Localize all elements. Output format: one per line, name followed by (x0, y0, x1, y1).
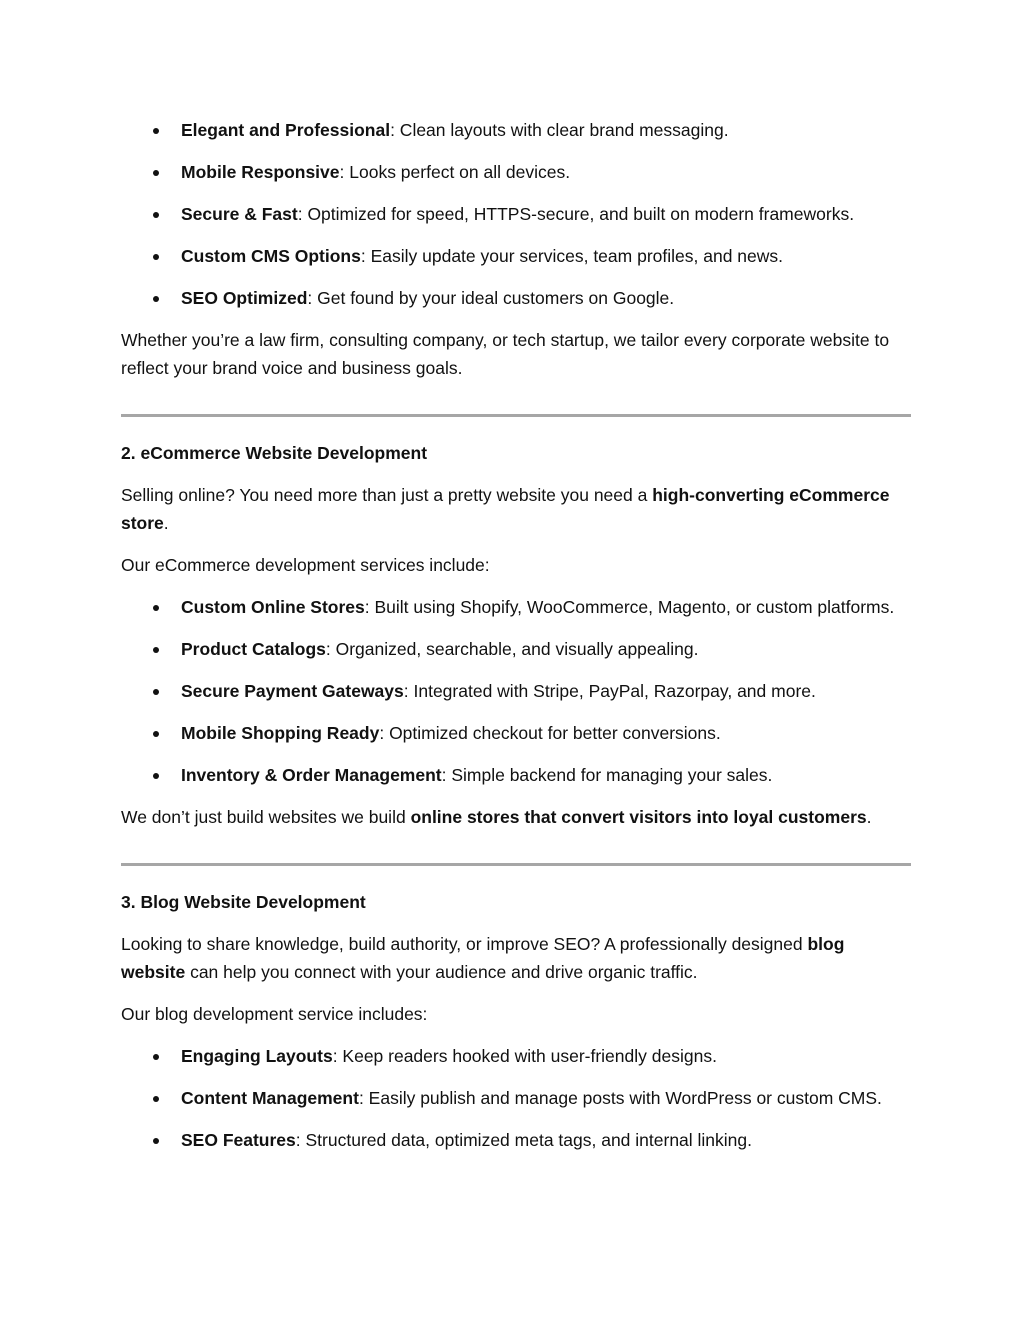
feature-term: Secure Payment Gateways (181, 681, 404, 701)
section-divider (121, 414, 911, 417)
closing-bold-text: online stores that convert visitors into loyal customers (410, 807, 867, 827)
list-item (121, 158, 911, 186)
feature-term: Engaging Layouts (181, 1046, 333, 1066)
ecommerce-heading: 2. eCommerce Website Development (121, 443, 428, 463)
ecommerce-intro-paragraph (121, 481, 911, 537)
list-item (121, 116, 911, 144)
list-item (121, 719, 911, 747)
list-item (121, 761, 911, 789)
feature-term: Inventory & Order Management (181, 765, 442, 785)
list-item (121, 284, 911, 312)
corporate-features-list (121, 116, 911, 312)
list-item (121, 1126, 911, 1154)
list-item (121, 200, 911, 228)
feature-term: SEO Features (181, 1130, 296, 1150)
feature-desc: : Integrated with Stripe, PayPal, Razorpay, and more. (403, 681, 816, 701)
ecommerce-closing-paragraph (121, 803, 911, 831)
feature-desc: : Optimized for speed, HTTPS-secure, and built on modern frameworks. (297, 204, 855, 224)
feature-term: Product Catalogs (181, 639, 326, 659)
closing-text: We don’t just build websites we build (121, 807, 411, 827)
list-item (121, 677, 911, 705)
feature-desc: : Built using Shopify, WooCommerce, Magento, or custom platforms. (364, 597, 895, 617)
feature-desc: : Simple backend for managing your sales. (441, 765, 773, 785)
feature-desc: : Easily publish and manage posts with WordPress or custom CMS. (358, 1088, 882, 1108)
intro-end-text: can help you connect with your audience and drive organic traffic. (185, 962, 698, 982)
closing-end-text: . (866, 807, 872, 827)
feature-desc: : Structured data, optimized meta tags, and internal linking. (295, 1130, 753, 1150)
list-item (121, 593, 911, 621)
intro-end-text: . (163, 513, 169, 533)
feature-desc: : Get found by your ideal customers on Google. (307, 288, 675, 308)
blog-features-list (121, 1042, 911, 1154)
feature-term: Elegant and Professional (181, 120, 391, 140)
intro-bold-text: blog website (121, 934, 845, 982)
feature-term: Custom Online Stores (181, 597, 365, 617)
ecommerce-lead-paragraph: Our eCommerce development services include: (121, 555, 490, 575)
list-item (121, 1084, 911, 1112)
intro-bold-text: high-converting eCommerce store (121, 485, 890, 533)
feature-term: Mobile Shopping Ready (181, 723, 380, 743)
feature-term: SEO Optimized (181, 288, 308, 308)
intro-text: Selling online? You need more than just a pretty website you need a (121, 485, 653, 505)
blog-intro-paragraph (121, 930, 911, 986)
intro-text: Looking to share knowledge, build authority, or improve SEO? A professionally designed (121, 934, 808, 954)
blog-lead-paragraph: Our blog development service includes: (121, 1004, 428, 1024)
feature-desc: : Clean layouts with clear brand messaging. (390, 120, 729, 140)
corporate-closing-paragraph: Whether you’re a law firm, consulting company, or tech startup, we tailor every corporate website to reflect your brand voice and business goals. (121, 330, 890, 378)
document-content (121, 116, 911, 1168)
ecommerce-features-list (121, 593, 911, 789)
list-item (121, 635, 911, 663)
list-item (121, 242, 911, 270)
feature-term: Content Management (181, 1088, 359, 1108)
feature-term: Custom CMS Options (181, 246, 361, 266)
section-divider (121, 863, 911, 866)
list-item (121, 1042, 911, 1070)
feature-desc: : Optimized checkout for better conversions. (379, 723, 721, 743)
blog-heading: 3. Blog Website Development (121, 892, 366, 912)
feature-term: Mobile Responsive (181, 162, 340, 182)
feature-term: Secure & Fast (181, 204, 298, 224)
feature-desc: : Looks perfect on all devices. (339, 162, 571, 182)
feature-desc: : Easily update your services, team profiles, and news. (360, 246, 784, 266)
feature-desc: : Organized, searchable, and visually appealing. (325, 639, 699, 659)
feature-desc: : Keep readers hooked with user-friendly designs. (332, 1046, 717, 1066)
